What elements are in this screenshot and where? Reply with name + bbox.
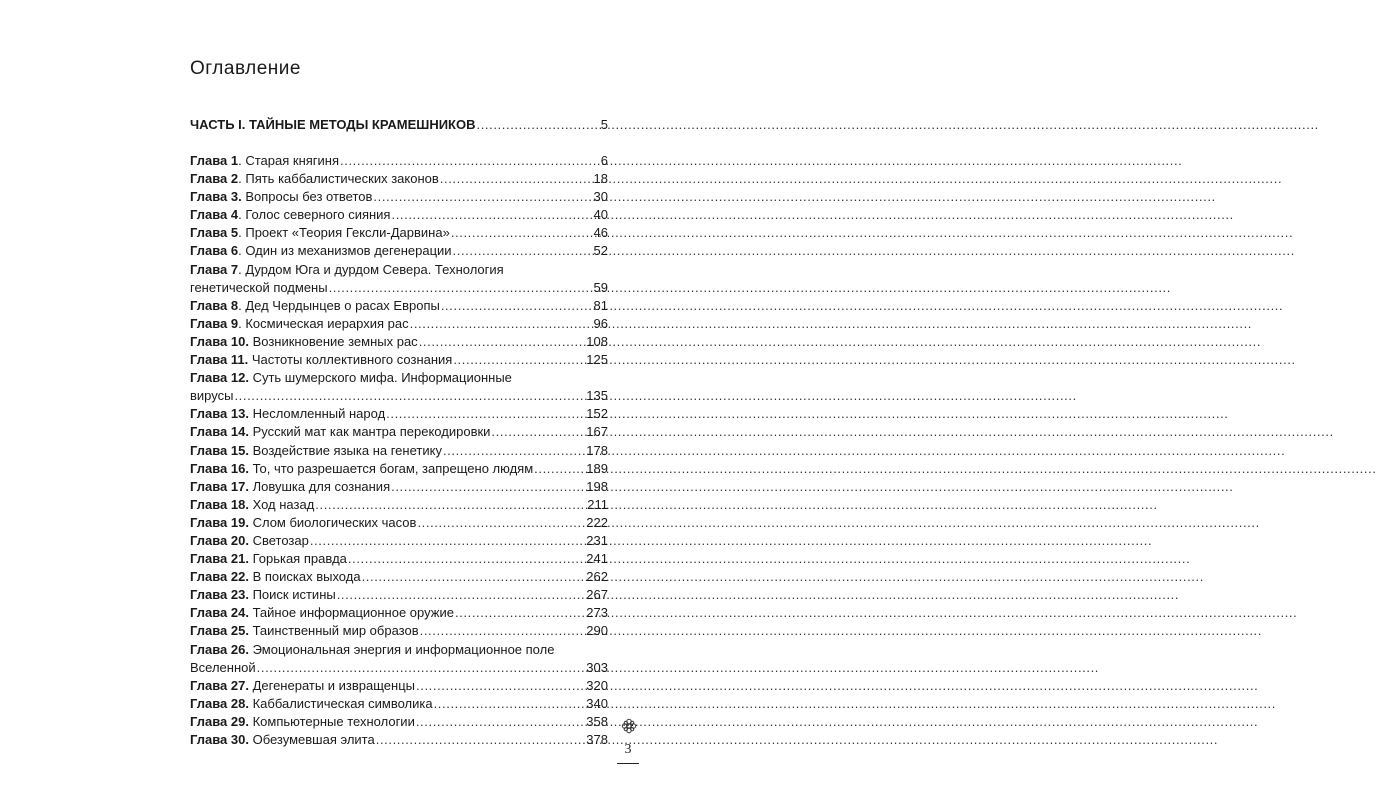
chapter-page-number: 211 — [587, 496, 608, 512]
chapter-label: Глава 24. — [190, 605, 249, 621]
chapter-title: Старая княгиня — [245, 153, 340, 168]
chapter-page-number: 178 — [586, 442, 608, 458]
page-number-rule — [617, 763, 639, 764]
dot-leader — [257, 659, 586, 677]
toc-entry — [190, 731, 608, 749]
toc-entry — [190, 423, 608, 441]
chapter-separator: . — [238, 243, 246, 259]
chapter-page-number: 152 — [586, 406, 608, 422]
toc-entry — [190, 514, 608, 532]
chapter-title: Несломленный народ — [252, 406, 386, 422]
toc-entry — [190, 641, 608, 677]
chapter-title: Дегенераты и извращенцы — [252, 677, 416, 693]
dot-leader — [441, 297, 593, 315]
dot-leader — [443, 442, 585, 460]
dot-leader — [440, 170, 593, 188]
dot-leader — [455, 604, 585, 622]
chapter-page-number: 189 — [586, 460, 608, 476]
chapter-title: Компьютерные технологии — [252, 713, 415, 729]
chapter-page-number: 59 — [593, 279, 608, 295]
toc-entry — [190, 333, 608, 351]
chapter-label: Глава 7 — [190, 261, 239, 277]
chapter-title: Пять каббалистических законов — [245, 171, 439, 187]
dot-leader — [417, 514, 585, 532]
chapter-page-number: 108 — [586, 333, 608, 349]
part-entry — [190, 117, 608, 133]
chapter-label: Глава 18. — [190, 496, 249, 512]
toc-entry — [190, 315, 608, 333]
toc-entry — [190, 532, 608, 550]
chapter-page-number: 52 — [593, 243, 608, 259]
chapter-title: Частоты коллективного сознания — [251, 352, 453, 368]
chapter-page-number: 290 — [586, 623, 608, 639]
chapter-title: То, что разрешается богам, запрещено людям — [252, 460, 534, 476]
chapter-label: Глава 16. — [190, 460, 249, 476]
chapter-title: Таинственный мир образов — [252, 623, 419, 639]
chapter-title: Возникновение земных рас — [252, 333, 418, 349]
chapter-title: Воздействие языка на генетику — [252, 442, 442, 458]
toc-entry — [190, 496, 608, 514]
chapter-page-number: 40 — [593, 207, 608, 223]
toc-entry — [190, 713, 608, 731]
chapter-page-number: 358 — [586, 713, 608, 729]
chapter-label: Глава 6 — [190, 243, 239, 259]
chapter-label: Глава 27. — [190, 677, 249, 693]
toc-entry — [190, 442, 608, 460]
dot-leader — [391, 206, 592, 224]
chapter-separator: . — [238, 315, 246, 331]
chapter-title: Голос северного сияния — [245, 207, 391, 223]
toc-entry — [190, 152, 608, 170]
dot-leader — [391, 478, 585, 496]
chapter-label: Глава 26. — [190, 641, 249, 657]
chapter-page-number: 303 — [586, 659, 608, 675]
chapter-label: Глава 1 — [190, 153, 239, 168]
chapter-title: Ловушка для сознания — [252, 478, 391, 494]
chapter-label: Глава 17. — [190, 478, 249, 494]
chapter-separator: . — [238, 261, 246, 277]
dot-leader — [420, 622, 586, 640]
part-page-number: 5 — [600, 117, 608, 132]
flower-ornament-icon — [620, 717, 638, 735]
chapter-label: Глава 12. — [190, 370, 249, 386]
chapter-title: Суть шумерского мифа. Информационные — [252, 370, 512, 386]
chapter-title: Каббалистическая символика — [252, 695, 433, 711]
chapter-label: Глава 10. — [190, 333, 249, 349]
chapter-page-number: 30 — [593, 189, 608, 205]
chapter-label: Глава 13. — [190, 406, 249, 422]
dot-leader — [434, 695, 586, 713]
chapter-label: Глава 4 — [190, 207, 239, 223]
dot-leader — [337, 586, 586, 604]
toc-entry — [190, 604, 608, 622]
dot-leader — [362, 568, 586, 586]
chapter-page-number: 135 — [586, 388, 608, 404]
chapter-page-number: 6 — [600, 153, 608, 168]
chapter-title: Светозар — [252, 532, 309, 548]
dot-leader — [373, 188, 592, 206]
toc-entry — [190, 170, 608, 188]
toc-entry — [190, 188, 608, 206]
chapter-page-number: 262 — [586, 569, 608, 585]
toc-entry — [190, 695, 608, 713]
chapter-label: Глава 25. — [190, 623, 249, 639]
dot-leader — [348, 550, 585, 568]
chapter-label: Глава 11. — [190, 352, 249, 368]
dot-leader — [310, 532, 585, 550]
toc-entry — [190, 206, 608, 224]
dot-leader — [453, 351, 585, 369]
chapter-separator: . — [238, 207, 246, 223]
chapter-title: Горькая правда — [252, 551, 347, 567]
chapter-label: Глава 8 — [190, 297, 239, 313]
chapter-separator: . — [238, 297, 246, 313]
toc-entry — [190, 261, 608, 297]
chapter-label: Глава 20. — [190, 532, 249, 548]
toc-entry — [190, 550, 608, 568]
chapter-label: Глава 23. — [190, 587, 249, 603]
chapter-label: Глава 28. — [190, 695, 249, 711]
toc-entry — [190, 622, 608, 640]
chapter-page-number: 241 — [586, 551, 608, 567]
toc-entry — [190, 677, 608, 695]
dot-leader — [477, 117, 600, 133]
chapter-separator: . — [238, 171, 246, 187]
chapter-page-number: 231 — [586, 532, 608, 548]
toc-entry — [190, 297, 608, 315]
chapter-title: Один из механизмов дегенерации — [245, 243, 452, 259]
toc-entry — [190, 224, 608, 242]
chapter-page-number: 340 — [586, 695, 608, 711]
dot-leader — [453, 242, 593, 260]
page-number: 3 — [624, 742, 632, 757]
chapter-label: Глава 3. — [190, 189, 242, 205]
toc-entry — [190, 369, 608, 405]
toc-entry — [190, 478, 608, 496]
toc-entry — [190, 351, 608, 369]
chapter-title: Дед Чердынцев о расах Европы — [245, 297, 440, 313]
chapter-title: Космическая иерархия рас — [245, 315, 409, 331]
dot-leader — [386, 405, 585, 423]
chapter-title: Поиск истины — [252, 587, 336, 603]
chapter-title: Обезумевшая элита — [252, 732, 375, 747]
chapter-page-number: 125 — [586, 352, 608, 368]
chapter-page-number: 167 — [586, 424, 608, 440]
dot-leader — [376, 731, 586, 749]
chapter-title: Ход назад — [252, 496, 315, 512]
chapter-title: Слом биологических часов — [252, 514, 417, 530]
chapter-page-number: 46 — [593, 225, 608, 241]
chapter-page-number: 96 — [593, 315, 608, 331]
chapter-page-number: 18 — [593, 171, 608, 187]
toc-entry — [190, 568, 608, 586]
chapter-title-continued: генетической подмены — [190, 279, 328, 295]
chapter-title: Дурдом Юга и дурдом Севера. Технология — [245, 261, 504, 277]
toc-entry — [190, 460, 608, 478]
chapter-label: Глава 5 — [190, 225, 239, 241]
chapter-title: Проект «Теория Гексли-Дарвина» — [245, 225, 450, 241]
dot-leader — [419, 333, 586, 351]
chapter-label: Глава 2 — [190, 171, 239, 187]
dot-leader — [234, 387, 585, 405]
chapter-label: Глава 9 — [190, 315, 239, 331]
chapter-title: Вопросы без ответов — [245, 189, 373, 205]
chapter-label: Глава 21. — [190, 551, 249, 567]
chapter-page-number: 320 — [586, 677, 608, 693]
chapter-label: Глава 15. — [190, 442, 249, 458]
chapter-title: Русский мат как мантра перекодировки — [252, 424, 491, 440]
chapter-page-number: 222 — [586, 514, 608, 530]
chapter-separator: . — [238, 153, 246, 168]
chapter-separator: . — [238, 225, 246, 241]
chapter-title-continued: Вселенной — [190, 659, 256, 675]
chapter-label: Глава 29. — [190, 713, 249, 729]
chapter-label: Глава 14. — [190, 424, 249, 440]
dot-leader — [416, 713, 585, 731]
dot-leader — [315, 496, 586, 514]
toc-entry — [190, 242, 608, 260]
chapter-title: Эмоциональная энергия и информационное поле — [252, 641, 555, 657]
toc-entry — [190, 586, 608, 604]
chapter-title: В поисках выхода — [252, 569, 361, 585]
dot-leader — [416, 677, 585, 695]
chapter-label: Глава 22. — [190, 569, 249, 585]
chapter-page-number: 273 — [586, 605, 608, 621]
dot-leader — [329, 279, 593, 297]
chapter-page-number: 198 — [586, 478, 608, 494]
dot-leader — [340, 152, 600, 170]
chapter-title-continued: вирусы — [190, 388, 234, 404]
toc-heading: Оглавление — [190, 58, 301, 79]
toc-entry — [190, 405, 608, 423]
toc-list — [190, 152, 608, 749]
chapter-title: Тайное информационное оружие — [252, 605, 454, 621]
chapter-label: Глава 19. — [190, 514, 249, 530]
dot-leader — [451, 224, 593, 242]
chapter-page-number: 267 — [586, 587, 608, 603]
chapter-page-number: 378 — [586, 732, 608, 747]
part-title: ЧАСТЬ I. ТАЙНЫЕ МЕТОДЫ КРАМЕШНИКОВ — [190, 117, 476, 132]
dot-leader — [410, 315, 593, 333]
dot-leader — [534, 460, 585, 478]
chapter-page-number: 81 — [593, 297, 608, 313]
dot-leader — [491, 423, 585, 441]
chapter-label: Глава 30. — [190, 732, 249, 747]
